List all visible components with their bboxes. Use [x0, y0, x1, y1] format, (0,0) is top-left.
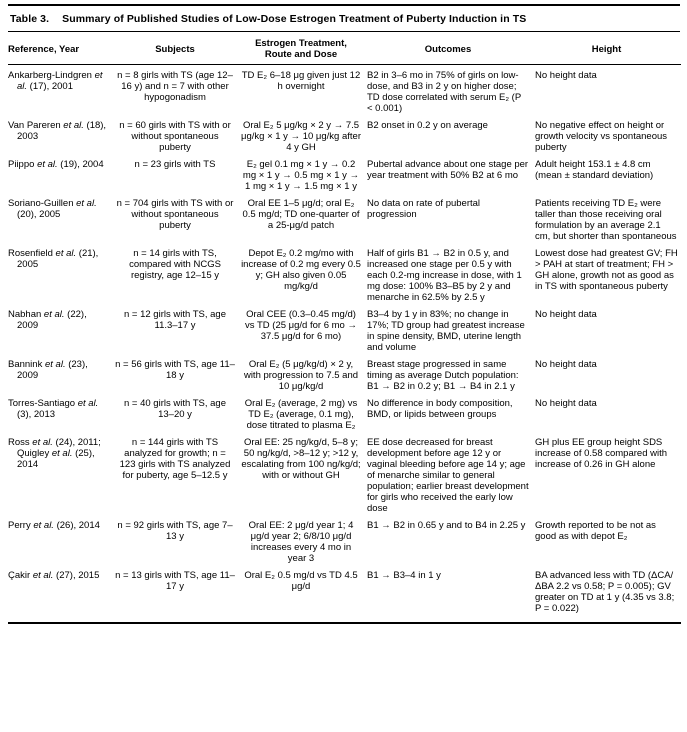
cell-height: No height data — [535, 398, 597, 409]
cell-height: Patients receiving TD E₂ were taller than those receiving oral formulation by an average 2.1 cm, but shorter than spontaneous — [535, 198, 677, 242]
cell-treatment: Oral EE: 25 ng/kg/d, 5–8 y; 50 ng/kg/d, >8–12 y; >12 y, escalating from 100 ng/kg/d; with or without GH — [241, 437, 361, 481]
cell-outcomes: No data on rate of pubertal progression — [367, 198, 481, 220]
cell-treatment: Oral E₂ 5 μg/kg × 2 y → 7.5 μg/kg × 1 y → 10 μg/kg after 4 y GH — [241, 120, 361, 153]
column-header-outcomes: Outcomes — [364, 32, 532, 65]
cell-reference: Çakir et al. (27), 2015 — [8, 570, 100, 581]
cell-outcomes: No difference in body composition, BMD, or lipids between groups — [367, 398, 513, 420]
cell-height: No height data — [535, 359, 597, 370]
cell-subjects: n = 14 girls with TS, compared with NCGS registry, age 12–15 y — [129, 248, 221, 281]
column-header-reference-year: Reference, Year — [8, 32, 112, 65]
cell-subjects: n = 56 girls with TS, age 11–18 y — [115, 359, 235, 381]
table-body — [8, 65, 681, 624]
cell-outcomes: B2 onset in 0.2 y on average — [367, 120, 488, 131]
column-header-subjects: Subjects — [112, 32, 238, 65]
cell-outcomes: B2 in 3–6 mo in 75% of girls on low-dose, and B3 in 2 y on higher dose; TD dose correlated with serum E₂ (P < 0.001) — [367, 70, 521, 114]
table-title-text: Summary of Published Studies of Low-Dose Estrogen Treatment of Puberty Induction in TS — [62, 13, 527, 25]
table-row — [8, 354, 681, 393]
table-header-row — [8, 32, 681, 65]
cell-outcomes: B3–4 by 1 y in 83%; no change in 17%; TD group had greatest increase in spine density, BMD, uterine length and volume — [367, 309, 525, 353]
cell-treatment: Oral E₂ (5 μg/kg/d) × 2 y, with progression to 7.5 and 10 μg/kg/d — [243, 359, 359, 392]
cell-subjects: n = 704 girls with TS with or without spontaneous puberty — [116, 198, 234, 231]
cell-subjects: n = 144 girls with TS analyzed for growth; n = 123 girls with TS analyzed for puberty, age 5–12.5 y — [119, 437, 231, 481]
cell-outcomes: Breast stage progressed in same timing as average Dutch population: B1 → B2 in 0.2 y; B1 → B4 in 2.1 y — [367, 359, 519, 392]
cell-subjects: n = 23 girls with TS — [134, 159, 216, 170]
cell-height: No negative effect on height or growth velocity vs spontaneous puberty — [535, 120, 668, 153]
cell-reference: Piippo et al. (19), 2004 — [8, 159, 104, 170]
cell-treatment: Oral EE 1–5 μg/d; oral E₂ 0.5 mg/d; TD one-quarter of a 25-μg/d patch — [242, 198, 360, 231]
cell-treatment: TD E₂ 6–18 μg given just 12 h overnight — [241, 70, 361, 92]
cell-subjects: n = 12 girls with TS, age 11.3–17 y — [123, 309, 226, 331]
cell-subjects: n = 8 girls with TS (age 12–16 y) and n = 7 with other hypogonadism — [117, 70, 233, 103]
cell-height: No height data — [535, 70, 597, 81]
cell-height: Lowest dose had greatest GV; FH > PAH at start of treatment; FH > GH alone, growth not as good as in TS with spontaneous puberty — [535, 248, 678, 292]
column-header-height: Height — [532, 32, 681, 65]
cell-subjects: n = 60 girls with TS with or without spontaneous puberty — [119, 120, 231, 153]
cell-subjects: n = 92 girls with TS, age 7–13 y — [117, 520, 233, 542]
cell-reference: Soriano-Guillen et al. (20), 2005 — [8, 198, 97, 220]
table-row — [8, 65, 681, 116]
cell-reference: Perry et al. (26), 2014 — [8, 520, 100, 531]
cell-outcomes: Pubertal advance about one stage per year treatment with 50% B2 at 6 mo — [367, 159, 529, 181]
cell-treatment: E₂ gel 0.1 mg × 1 y → 0.2 mg × 1 y → 0.5 mg × 1 y → 1 mg × 1 y → 1.5 mg × 1 y — [242, 159, 360, 192]
cell-outcomes: B1 → B3–4 in 1 y — [367, 570, 441, 581]
cell-height: Growth reported to be not as good as with depot E₂ — [535, 520, 656, 542]
cell-height: No height data — [535, 309, 597, 320]
cell-subjects: n = 13 girls with TS, age 11–17 y — [115, 570, 235, 592]
cell-treatment: Oral CEE (0.3–0.45 mg/d) vs TD (25 μg/d for 6 mo → 37.5 μg/d for 6 mo) — [245, 309, 357, 342]
table-row — [8, 243, 681, 304]
cell-outcomes: EE dose decreased for breast development before age 12 y or vaginal bleeding before age 14 y; age of menarche similar to general population; earlier breast development for girls who received the early low dose — [367, 437, 529, 514]
cell-treatment: Depot E₂ 0.2 mg/mo with increase of 0.2 mg every 0.5 y; GH also given 0.05 mg/kg/d — [241, 248, 361, 292]
table-number-label: Table 3. — [10, 13, 50, 25]
cell-reference: Rosenfield et al. (21), 2005 — [8, 248, 99, 270]
table-row — [8, 115, 681, 154]
table-row — [8, 304, 681, 354]
cell-height: GH plus EE group height SDS increase of 0.58 compared with increase of 0.26 in GH alone — [535, 437, 668, 470]
table-row — [8, 393, 681, 432]
cell-reference: Torres-Santiago et al. (3), 2013 — [8, 398, 99, 420]
cell-reference: Ross et al. (24), 2011; Quigley et al. (25), 2014 — [8, 437, 101, 470]
table-row — [8, 193, 681, 243]
cell-reference: Van Pareren et al. (18), 2003 — [8, 120, 107, 142]
column-header-estrogen-treatment: Estrogen Treatment, Route and Dose — [238, 32, 364, 65]
table-row — [8, 432, 681, 515]
cell-treatment: Oral E₂ 0.5 mg/d vs TD 4.5 μg/d — [244, 570, 358, 592]
cell-subjects: n = 40 girls with TS, age 13–20 y — [123, 398, 226, 420]
cell-height: BA advanced less with TD (ΔCA/ΔBA 2.2 vs 0.58; P = 0.005); GV greater on TD at 1 y (4.35 vs 3.8; P = 0.022) — [535, 570, 675, 614]
studies-table — [8, 32, 681, 624]
cell-outcomes: Half of girls B1 → B2 in 0.5 y, and increased one stage per 0.5 y with each 0.2-mg increase in dose, with 1 mg dose: 100% B3–B5 by 2 y and menarche in 62.5% by 2.5 y — [367, 248, 522, 303]
cell-reference: Nabhan et al. (22), 2009 — [8, 309, 87, 331]
cell-reference: Bannink et al. (23), 2009 — [8, 359, 88, 381]
table-row — [8, 565, 681, 623]
table-row — [8, 154, 681, 193]
table-caption — [8, 6, 680, 32]
cell-reference: Ankarberg-Lindgren et al. (17), 2001 — [8, 70, 103, 92]
cell-outcomes: B1 → B2 in 0.65 y and to B4 in 2.25 y — [367, 520, 526, 531]
cell-treatment: Oral EE: 2 μg/d year 1; 4 μg/d year 2; 6/8/10 μg/d increases every 4 mo in year 3 — [248, 520, 354, 564]
table-row — [8, 515, 681, 565]
cell-treatment: Oral E₂ (average, 2 mg) vs TD E₂ (average, 0.1 mg), dose titrated to plasma E₂ — [244, 398, 358, 431]
cell-height: Adult height 153.1 ± 4.8 cm (mean ± standard deviation) — [535, 159, 654, 181]
